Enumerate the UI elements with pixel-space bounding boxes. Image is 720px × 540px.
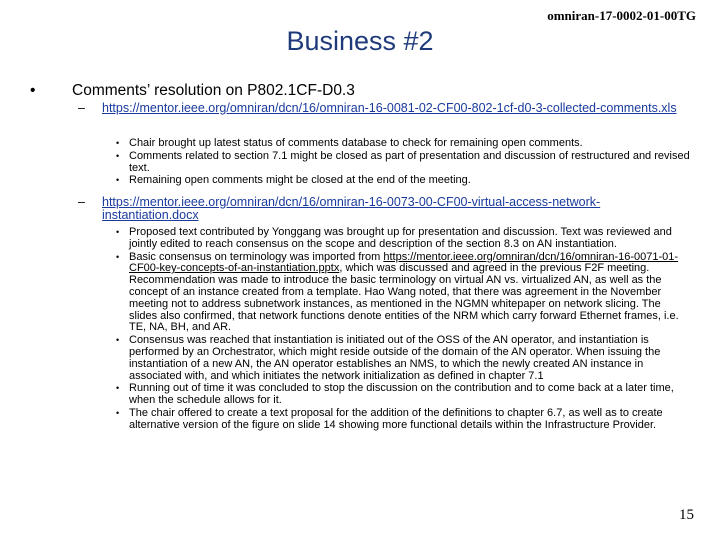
slide-title: Business #2: [286, 26, 434, 56]
key-concepts-link[interactable]: https://mentor.ieee.org/omniran/dcn/16/omniran-16-0071-01-CF00-key-concepts-of-an-instantiation.pptx: [129, 250, 679, 275]
list-item: • Consensus was reached that instantiation is initiated out of the OSS of the AN operator, and instantiation is performed by an Orchestrator, which might reside outside of the domain of the AN operator. When issuing the instantiation of a new AN, the AN operator establishes an NMS, to which the newly created AN instance in associated with, and which initiates the network initialization as defined in chapter 7.1: [116, 334, 661, 382]
main-bullet: [30, 82, 690, 100]
instantiation-sublist: [116, 227, 691, 433]
list-item: • Chair brought up latest status of comments database to check for remaining open comments.: [116, 137, 583, 149]
list-item: • Comments related to section 7.1 might be closed as part of presentation and discussion of restructured and revised text.: [116, 149, 690, 174]
main-bullet-text: Comments’ resolution on P802.1CF-D0.3: [72, 82, 355, 99]
comments-sublist: [116, 138, 691, 188]
dash-marker: –: [78, 195, 85, 209]
list-item: • Basic consensus on terminology was imported from https://mentor.ieee.org/omniran/dcn/16/omniran-16-0071-01-CF00-key-concepts-of-an-instantiation.pptx, which was discussed and agreed in the previous F2F meeting. Recommendation was made to introduce the basic terminology on virtual AN vs. virtualized AN, as well as the concept of an instance created from a template. Hao Wang noted, that there was agreement in the November meeting not to address subnetwork instances, as mentioned in the NGMN whitepaper on network slicing. The slides also confirmed, that network functions denote entities of the NRM which carry forward Ethernet frames, i.e. TE, NA, BH, and AR.: [116, 250, 679, 334]
instantiation-link-item: [78, 196, 678, 222]
list-item: • Running out of time it was concluded to stop the discussion on the contribution and to come back at a later time, when the schedule allows for it.: [116, 382, 674, 407]
slide-number: 15: [679, 507, 694, 523]
list-item: • The chair offered to create a text proposal for the addition of the definitions to chapter 6.7, as well as to create alternative version of the figure on slide 14 showing more functional details within the Infrastructure Provider.: [116, 406, 663, 431]
list-item: • Remaining open comments might be closed at the end of the meeting.: [116, 174, 471, 187]
dash-marker: –: [78, 101, 85, 115]
instantiation-doc-link[interactable]: https://mentor.ieee.org/omniran/dcn/16/omniran-16-0073-00-CF00-virtual-access-network-instantiation.docx: [102, 195, 601, 222]
bullet-dot: •: [30, 82, 36, 99]
document-id: omniran-17-0002-01-00TG: [547, 8, 696, 23]
comments-database-link[interactable]: https://mentor.ieee.org/omniran/dcn/16/omniran-16-0081-02-CF00-802-1cf-d0-3-collected-comments.xls: [102, 101, 677, 115]
comments-link-item: [78, 102, 678, 115]
list-item: • Proposed text contributed by Yonggang was brought up for presentation and discussion. Text was reviewed and jointly edited to reach consensus on the scope and description of the section 8.3 on AN instantiation.: [116, 226, 672, 250]
